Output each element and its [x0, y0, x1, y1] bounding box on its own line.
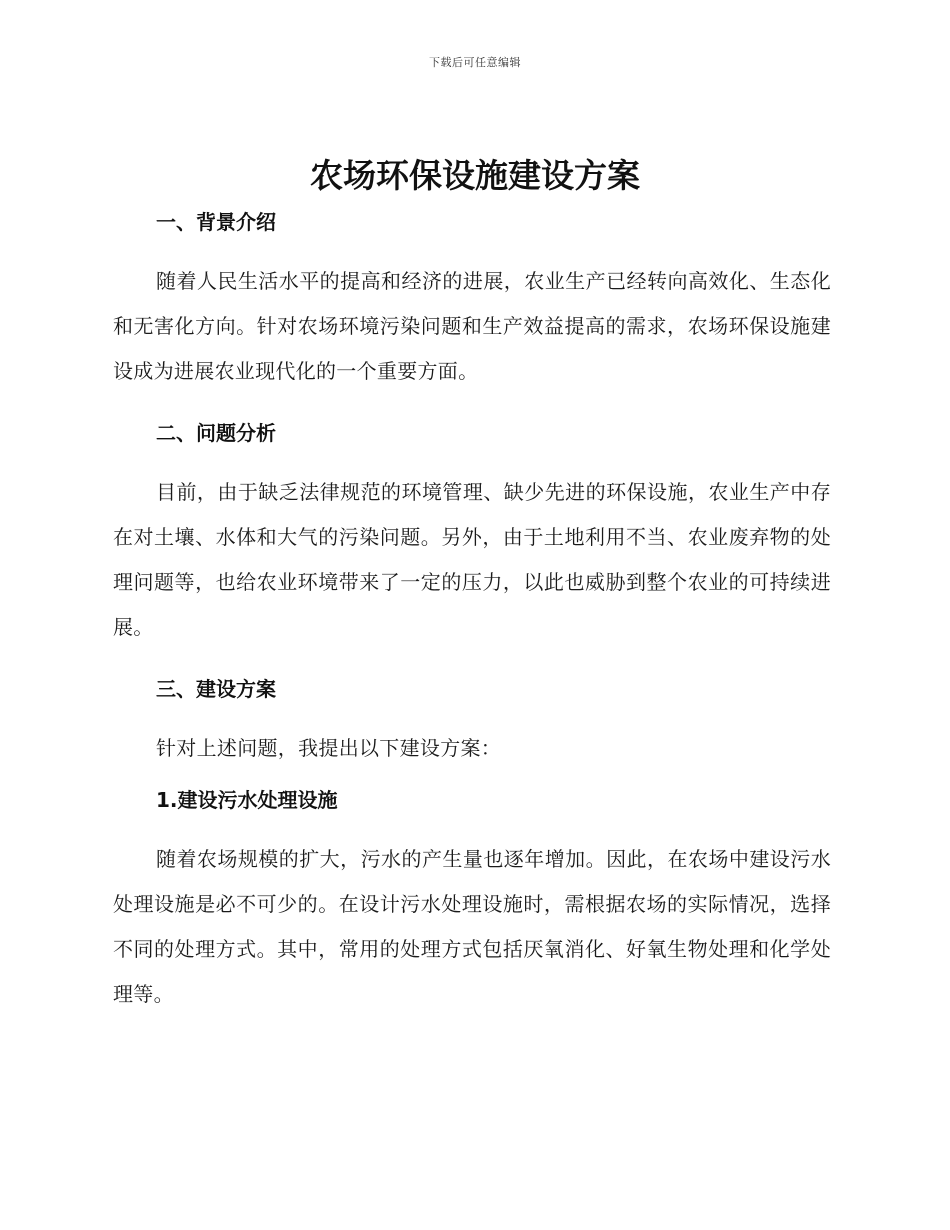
- subsection-heading-sewage-treatment: 1.建设污水处理设施: [156, 788, 338, 812]
- page-header-note: 下载后可任意编辑: [429, 56, 521, 69]
- subsection-paragraph-sewage-treatment: 随着农场规模的扩大，污水的产生量也逐年增加。因此，在农场中建设污水处理设施是必不可少的。在设计污水处理设施时，需根据农场的实际情况，选择不同的处理方式。其中，常用的处理方式包括厌氧消化、好氧生物处理和化学处理等。: [113, 847, 831, 1006]
- section-paragraph-background: 随着人民生活水平的提高和经济的进展，农业生产已经转向高效化、生态化和无害化方向。针对农场环境污染问题和生产效益提高的需求，农场环保设施建设成为进展农业现代化的一个重要方面。: [113, 269, 831, 383]
- document-body: [113, 205, 831, 1017]
- section-paragraph-problem-analysis: 目前，由于缺乏法律规范的环境管理、缺少先进的环保设施，农业生产中存在对土壤、水体和大气的污染问题。另外，由于土地利用不当、农业废弃物的处理问题等，也给农业环境带来了一定的压力，以此也威胁到整个农业的可持续进展。: [113, 480, 831, 639]
- document-title: 农场环保设施建设方案: [310, 156, 640, 195]
- section-paragraph-construction-plan: 针对上述问题，我提出以下建设方案：: [156, 736, 502, 760]
- section-heading-background: 一、背景介绍: [156, 210, 276, 234]
- section-heading-construction-plan: 三、建设方案: [156, 677, 276, 701]
- section-heading-problem-analysis: 二、问题分析: [156, 421, 276, 445]
